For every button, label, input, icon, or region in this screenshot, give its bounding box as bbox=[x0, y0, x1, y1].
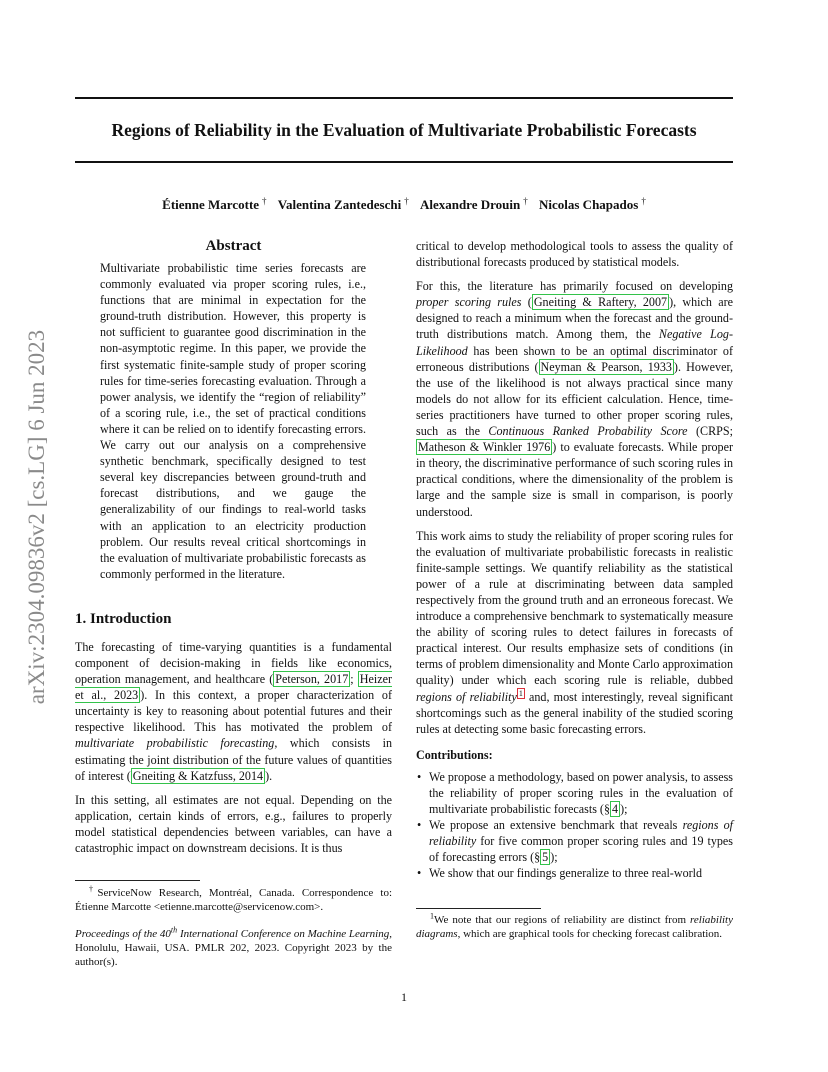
proceedings-note: Proceedings of the 40th International Conference on Machine Learning, Honolulu, Hawaii, USA. PMLR 202, 2023. Copyright 2023 by the author(s). bbox=[75, 924, 392, 969]
contributions-list bbox=[416, 769, 733, 882]
contributions-heading: Contributions: bbox=[416, 747, 493, 762]
citation-link[interactable]: Heizer et al., 2023 bbox=[75, 672, 392, 703]
citation-link[interactable]: Gneiting & Raftery, 2007 bbox=[533, 295, 668, 310]
list-item: • We show that our findings generalize to three real-world bbox=[417, 866, 703, 881]
citation-link[interactable]: Neyman & Pearson, 1933 bbox=[540, 359, 672, 374]
footnote-rule bbox=[416, 908, 541, 909]
intro-paragraph-2-continued: critical to develop methodological tools to assess the quality of distributional forecasts produced by statistical models. bbox=[416, 239, 733, 270]
section-link[interactable]: 5 bbox=[542, 850, 549, 865]
top-rule bbox=[75, 97, 733, 99]
footnote-link[interactable]: 1 bbox=[518, 688, 523, 698]
page-number: 1 bbox=[401, 990, 407, 1004]
affiliation-note: †ServiceNow Research, Montréal, Canada. Correspondence to: Étienne Marcotte <etienne.marcotte@servicenow.com>. bbox=[75, 884, 393, 914]
left-column bbox=[75, 236, 392, 856]
title-bottom-rule bbox=[75, 161, 733, 163]
list-item: • We propose a methodology, based on power analysis, to assess the reliability of proper scoring rules in the evaluation of multivariate probabilistic forecasts (§ 4 ); bbox=[417, 769, 733, 817]
citation-link[interactable]: Matheson & Winkler 1976 bbox=[418, 440, 551, 455]
footnote-1: $^1$We note that our regions of reliability are distinct from reliability diagrams, which are graphical tools for checking forecast calibration. bbox=[416, 911, 733, 941]
author-1: Étienne Marcotte † bbox=[162, 196, 267, 213]
paper-title: Regions of Reliability in the Evaluation of Multivariate Probabilistic Forecasts bbox=[111, 120, 697, 140]
list-item: • We propose an extensive benchmark that reveals regions of reliability for five common proper scoring rules and 19 types of forecasting errors (§ 5 ); bbox=[417, 818, 733, 865]
author-3: Alexandre Drouin † bbox=[419, 196, 528, 213]
citation-link[interactable]: Peterson, 2017 bbox=[275, 672, 349, 687]
author-2: Valentina Zantedeschi † bbox=[277, 196, 409, 213]
abstract-heading: Abstract bbox=[205, 238, 262, 254]
citation-link[interactable]: Gneiting & Katzfuss, 2014 bbox=[132, 768, 264, 783]
section-link[interactable]: 4 bbox=[612, 802, 619, 817]
footnote-rule bbox=[75, 880, 200, 881]
intro-paragraph-3: For this, the literature has primarily focused on developing proper scoring rules ( Gneiting & Raftery, 2007 ), which are designed to reach a minimum when the forecast and the ground-truth distributions match. Among them, the Negative Log-Likelihood has been shown to be an optimal discriminator of erroneous distributions ( Neyman & Pearson, 1933 ). However, the use of the likelihood is not always practical since many models do not allow for its efficient calculation. Hence, time-series practitioners have turned to other proper scoring rules, such as the Continuous Ranked Probability Score (CRPS; Matheson & Winkler 1976 ) to evaluate forecasts. While proper in theory, the discriminative performance of such scoring rules in practical conditions, where the dimensionality of the problem is large and the sample size is small in comparison, is poorly understood. bbox=[416, 279, 734, 519]
intro-paragraph-4: This work aims to study the reliability of proper scoring rules for the evaluation of multivariate probabilistic forecasts in realistic finite-sample settings. We quantify reliability as the statistical power of a rule at discriminating between data sampled respectively from the ground truth and an erroneous forecast. We introduce a comprehensive benchmark to systematically measure the ability of scoring rules to detect failures in forecasts of practical interest. Our results emphasize sets of conditions (in terms of problem dimensionality and Monte Carlo approximation quality) under which each scoring rule is reliable, dubbed regions of reliability $^1$ and, most interestingly, reveal significant shortcomings such as the general inability of the studied scoring rules at detecting some basic forecasting errors. bbox=[416, 528, 733, 736]
abstract-text: Multivariate probabilistic time series forecasts are commonly evaluated via proper scoring rules, i.e., functions that are minimal in expectation for the ground-truth distribution. However, this property is not sufficient to guarantee good discrimination in the non-asymptotic regime. In this paper, we provide the first systematic finite-sample study of proper scoring rules for time-series forecasting evaluation. Through a power analysis, we identify the “region of reliability” of a scoring rule, i.e., the set of practical conditions where it can be relied on to identify forecasting errors. We carry out our analysis on a comprehensive synthetic benchmark, specifically designed to test several key discrepancies between ground-truth and forecast distributions, and we gauge the generalizability of our findings to real-world tasks with an application to an electricity production problem. Our results reveal critical shortcomings in the evaluation of multivariate probabilistic forecasts as commonly performed in the literature. bbox=[100, 261, 366, 581]
intro-paragraph-2: In this setting, all estimates are not equal. Depending on the application, certain kinds of errors, e.g., failures to properly model statistical dependencies between variables, can have a catastrophic impact on downstream decisions. It is thus bbox=[75, 792, 392, 855]
author-list bbox=[75, 192, 733, 214]
affiliation-footnote bbox=[75, 886, 392, 969]
arxiv-stamp: arXiv:2304.09836v2 [cs.LG] 6 Jun 2023 bbox=[24, 329, 49, 705]
intro-paragraph-1: The forecasting of time-varying quantities is a fundamental component of decision-making in fields like economics, operation management, and healthcare ( Peterson, 2017 ; Heizer et al., 2023 ). In this context, a proper characterization of uncertainty is key to reasoning about potential futures and their respective likelihood. This has motivated the problem of multivariate probabilistic forecasting, which consists in estimating the joint distribution of the future values of quantities of interest ( Gneiting & Katzfuss, 2014 ). bbox=[75, 639, 393, 783]
right-column bbox=[416, 238, 733, 882]
author-4: Nicolas Chapados † bbox=[538, 196, 646, 213]
introduction-heading: 1. Introduction bbox=[75, 610, 172, 627]
